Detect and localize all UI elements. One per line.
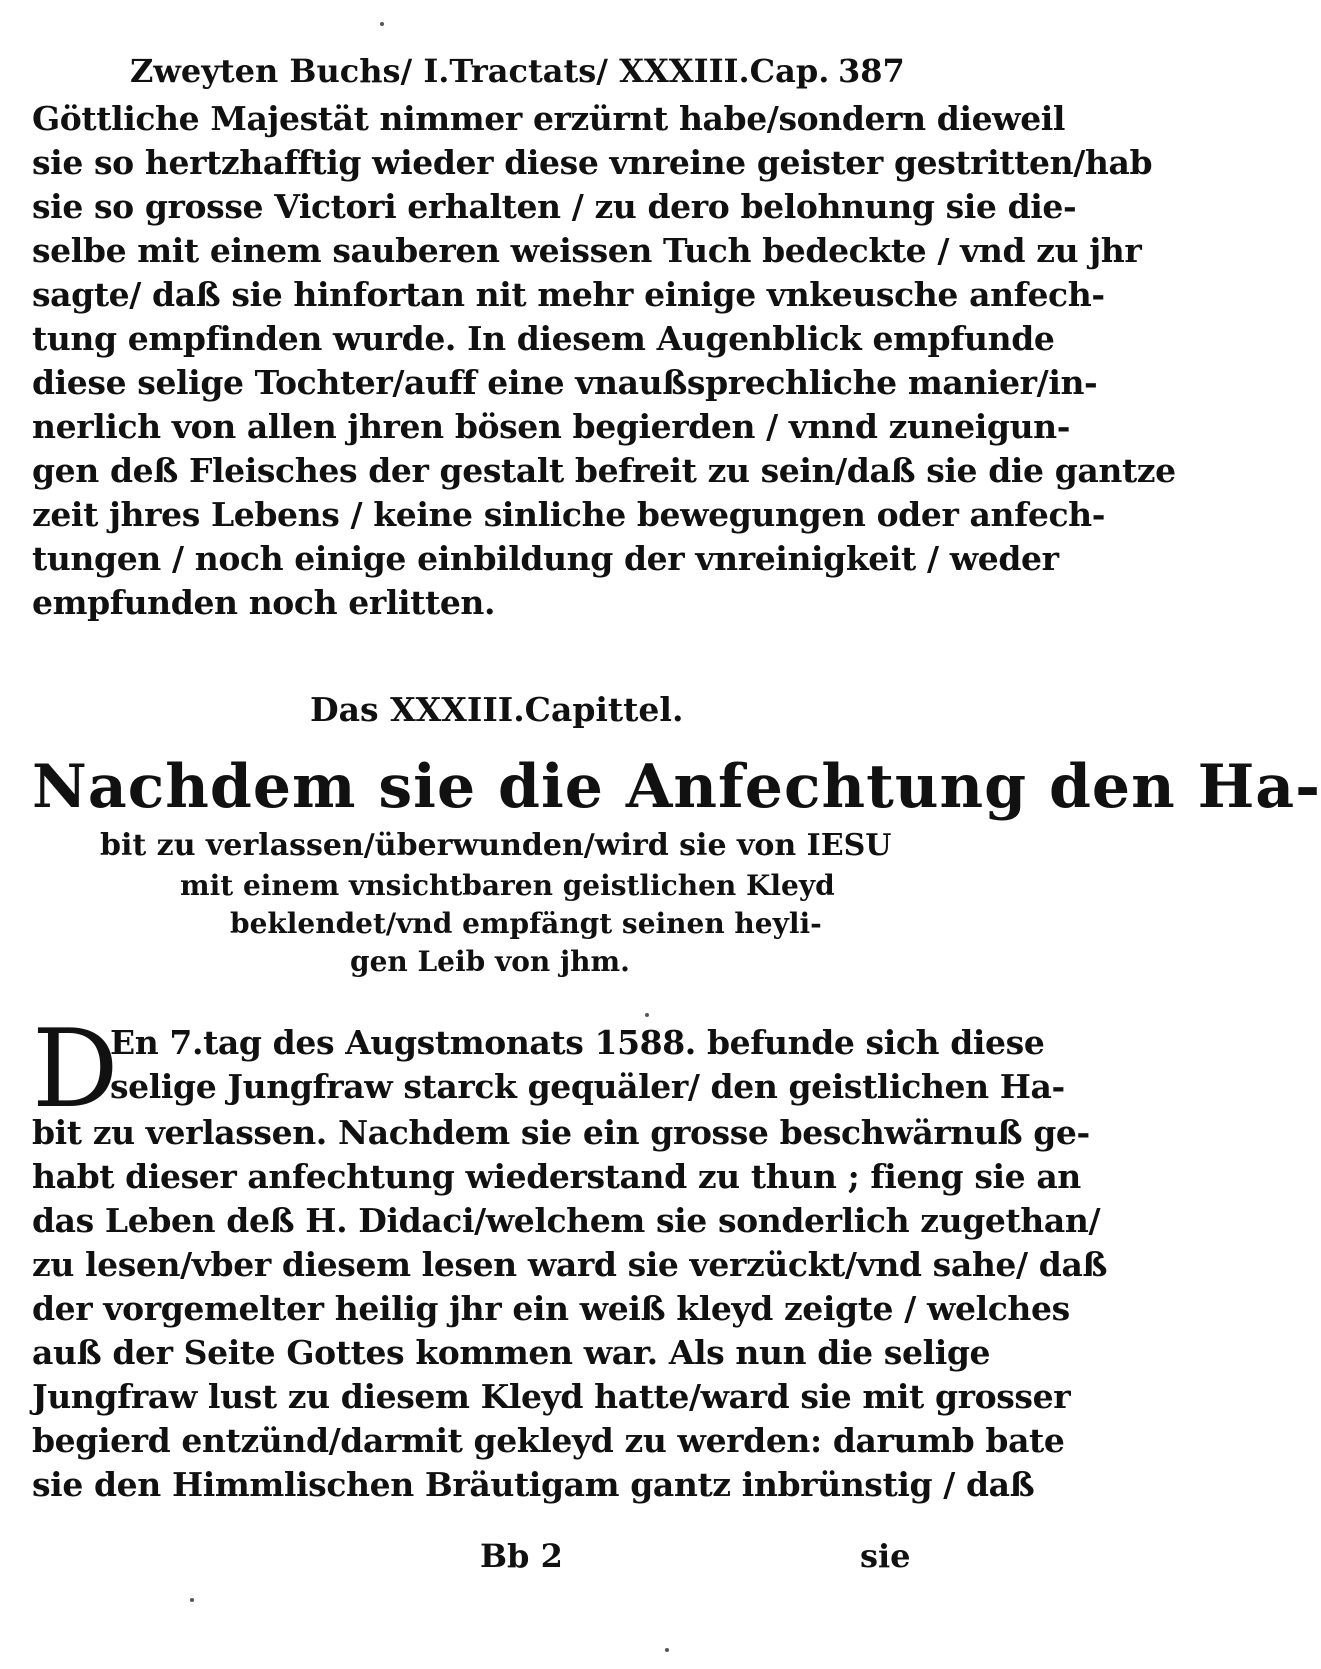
paper-speck — [380, 22, 384, 26]
page-number: 387 — [838, 52, 905, 90]
paper-speck — [645, 1013, 649, 1017]
text-line: zeit jhres Lebens / keine sinliche bewegungen oder anfech- — [32, 495, 1106, 534]
chapter-title-main: Nachdem sie die Anfechtung den Ha- — [32, 752, 1321, 822]
text-line: bit zu verlassen. Nachdem sie ein grosse beschwärnuß ge- — [32, 1113, 1090, 1152]
text-line: der vorgemelter heilig jhr ein weiß kleyd zeigte / welches — [32, 1289, 1070, 1328]
text-line: En 7.tag des Augstmonats 1588. befunde sich diese — [110, 1023, 1045, 1062]
text-line: Göttliche Majestät nimmer erzürnt habe/sondern dieweil — [32, 99, 1066, 138]
text-line: sagte/ daß sie hinfortan nit mehr einige vnkeusche anfech- — [32, 275, 1105, 314]
paper-speck — [190, 1598, 194, 1602]
text-line: empfunden noch erlitten. — [32, 583, 496, 622]
text-line: begierd entzünd/darmit gekleyd zu werden: darumb bate — [32, 1421, 1065, 1460]
drop-cap: D — [32, 1007, 119, 1132]
text-line: habt dieser anfechtung wiederstand zu thun ; fieng sie an — [32, 1157, 1081, 1196]
text-line: gen deß Fleisches der gestalt befreit zu sein/daß sie die gantze — [32, 451, 1176, 490]
text-line: selbe mit einem sauberen weissen Tuch bedeckte / vnd zu jhr — [32, 231, 1142, 270]
text-line: auß der Seite Gottes kommen war. Als nun die selige — [32, 1333, 991, 1372]
text-line: das Leben deß H. Didaci/welchem sie sonderlich zugethan/ — [32, 1201, 1101, 1240]
signature-mark: Bb 2 — [480, 1537, 563, 1575]
text-line: sie so grosse Victori erhalten / zu dero belohnung sie die- — [32, 187, 1077, 226]
chapter-title-line: beklendet/vnd empfängt seinen heyli- — [230, 907, 822, 940]
chapter-title-line: mit einem vnsichtbaren geistlichen Kleyd — [180, 869, 835, 902]
text-line: Jungfraw lust zu diesem Kleyd hatte/ward sie mit grosser — [32, 1377, 1071, 1416]
text-line: tung empfinden wurde. In diesem Augenblick empfunde — [32, 319, 1055, 358]
text-line: zu lesen/vber diesem lesen ward sie verzückt/vnd sahe/ daß — [32, 1245, 1108, 1284]
chapter-title-line: gen Leib von jhm. — [350, 945, 630, 978]
chapter-heading: Das XXXIII.Capittel. — [310, 690, 684, 729]
catchword: sie — [860, 1537, 911, 1575]
running-header: Zweyten Buchs/ I.Tractats/ XXXIII.Cap. — [130, 52, 830, 90]
text-line: diese selige Tochter/auff eine vnaußsprechliche manier/in- — [32, 363, 1098, 402]
text-line: selige Jungfraw starck gequäler/ den geistlichen Ha- — [110, 1067, 1065, 1106]
text-line: sie den Himmlischen Bräutigam gantz inbrünstig / daß — [32, 1465, 1035, 1504]
text-line: tungen / noch einige einbildung der vnreinigkeit / weder — [32, 539, 1059, 578]
text-line: nerlich von allen jhren bösen begierden / vnnd zuneigun- — [32, 407, 1071, 446]
text-line: sie so hertzhafftig wieder diese vnreine geister gestritten/hab — [32, 143, 1153, 182]
chapter-title-line: bit zu verlassen/überwunden/wird sie von IESU — [100, 828, 892, 863]
paper-speck — [665, 1648, 669, 1652]
